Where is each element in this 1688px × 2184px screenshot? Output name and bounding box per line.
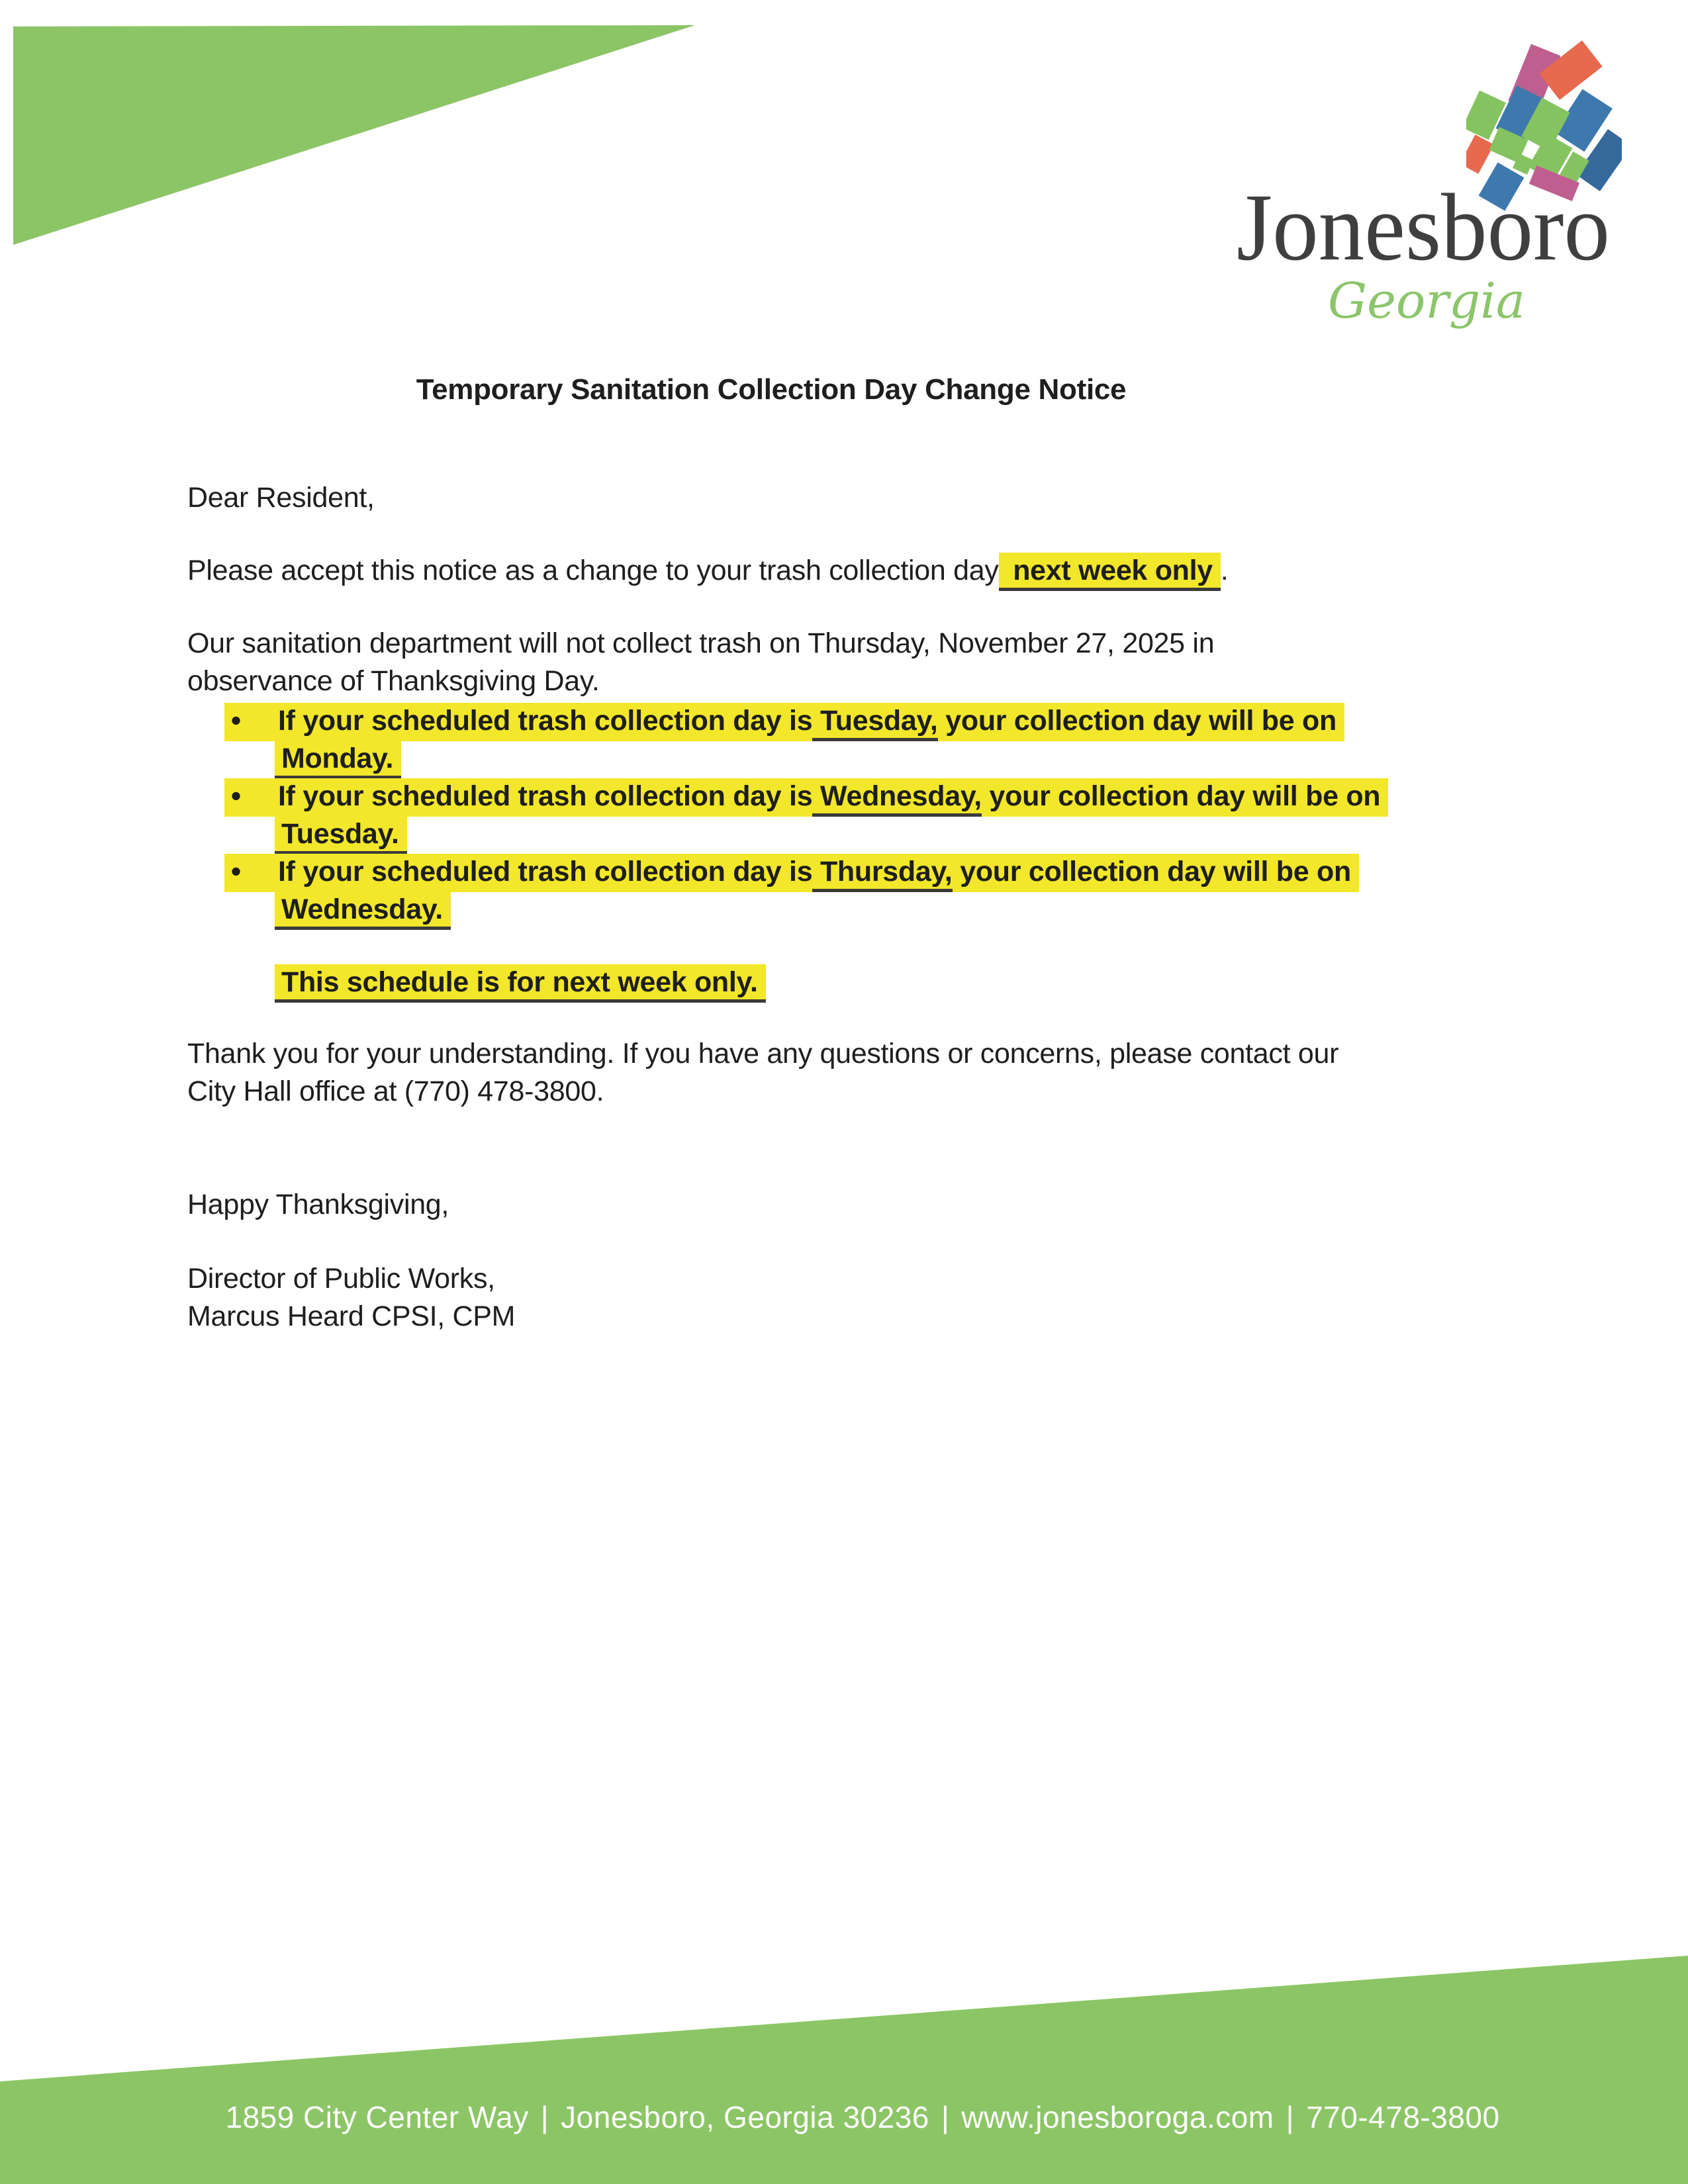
bullet-text: If your scheduled trash collection day is (278, 780, 813, 812)
signature-block (187, 1260, 1355, 1336)
bullet-new-day: Tuesday. (275, 816, 407, 854)
bullet-old-day: Tuesday, (812, 705, 937, 741)
footer-city: Jonesboro, Georgia 30236 (561, 2100, 929, 2134)
footer-website: www.jonesboroga.com (961, 2100, 1274, 2134)
logo-wordmark (1211, 159, 1648, 338)
bullet-item-tuesday-line1 (224, 702, 1355, 740)
signature-name: Marcus Heard CPSI, CPM (187, 1300, 516, 1332)
bullet-icon: • (231, 780, 241, 812)
bullet-text: If your scheduled trash collection day is (278, 856, 813, 887)
schedule-note-text: This schedule is for next week only. (275, 964, 766, 1003)
paragraph-thanks (187, 1035, 1355, 1111)
corner-triangle-decoration (0, 0, 728, 278)
salutation: Dear Resident, (187, 482, 375, 514)
bullet-new-day: Wednesday. (275, 891, 451, 930)
bullet-new-day: Monday. (275, 741, 401, 779)
bullet-old-day: Wednesday, (812, 780, 982, 817)
notice-post: . (1220, 555, 1229, 586)
paragraph-no-collect (187, 625, 1355, 700)
bullet-list (187, 702, 1381, 929)
no-collect-line1: Our sanitation department will not collect trash on Thursday, November 27, 2025 in (187, 627, 1215, 659)
signature-title: Director of Public Works, (187, 1263, 495, 1295)
bullet-text-rest: your collection day will be on (952, 856, 1351, 887)
footer-phone: 770-478-3800 (1306, 2100, 1500, 2134)
closing: Happy Thanksgiving, (187, 1189, 449, 1220)
footer-band-decoration (0, 1949, 1688, 2184)
logo-city-text: Jonesboro (1237, 175, 1610, 281)
bullet-icon: • (231, 705, 241, 737)
bullet-text-rest: your collection day will be on (937, 705, 1336, 737)
jonesboro-logo (1211, 26, 1648, 338)
bullet-item-thursday-line1 (224, 853, 1355, 891)
footer-separator: | (1286, 2100, 1295, 2134)
paragraph-notice (187, 552, 1355, 590)
notice-highlight: next week only (999, 553, 1221, 591)
bullet-item-tuesday-line2 (275, 740, 1355, 778)
notice-pre: Please accept this notice as a change to your trash collection day (187, 555, 999, 586)
thanks-line2: City Hall office at (770) 478-3800. (187, 1075, 604, 1107)
footer-address: 1859 City Center Way (225, 2100, 529, 2134)
bullet-text: If your scheduled trash collection day is (278, 705, 813, 737)
no-collect-line2: observance of Thanksgiving Day. (187, 665, 600, 697)
bullet-item-wednesday-line1 (224, 778, 1381, 815)
thanks-line1: Thank you for your understanding. If you have any questions or concerns, please contact our (187, 1038, 1339, 1069)
bullet-item-wednesday-line2 (275, 815, 1355, 853)
logo-state-text: Georgia (1328, 273, 1525, 330)
footer-separator: | (540, 2100, 549, 2134)
bullet-text-rest: your collection day will be on (981, 780, 1381, 812)
footer-separator: | (941, 2100, 950, 2134)
bullet-item-thursday-line2 (275, 891, 1355, 929)
schedule-note (275, 964, 1355, 1001)
letter-title: Temporary Sanitation Collection Day Change Notice (416, 373, 1127, 406)
bullet-old-day: Thursday, (812, 856, 952, 892)
bullet-icon: • (231, 856, 241, 887)
footer-contact-info (19, 2099, 1688, 2135)
letter-body (187, 371, 1381, 1336)
